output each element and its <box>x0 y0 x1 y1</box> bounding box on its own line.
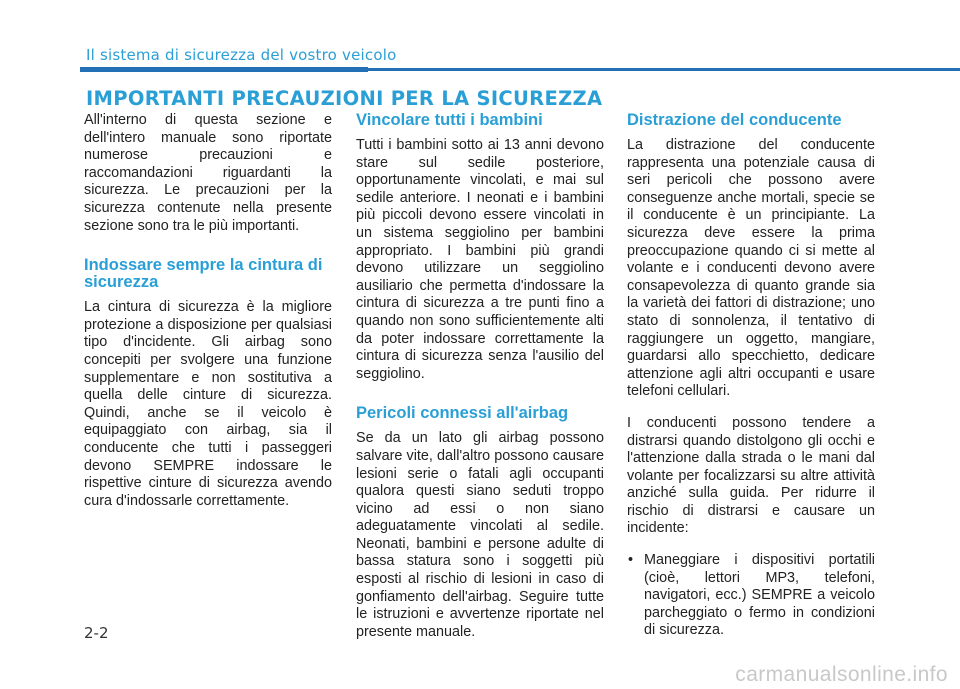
text-column-3 <box>627 112 875 640</box>
section-header-label: Il sistema di sicurezza del vostro veicolo <box>86 46 397 64</box>
seatbelt-paragraph: La cintura di sicurezza è la migliore protezione a disposizione per qualsiasi tipo d'incidente. Gli airbag sono concepiti per svolgere una funzione supplementare e non sostitutiva a quella delle cinture di sicurezza. Quindi, anche se il veicolo è equipaggiato con airbag, sia il conducente che tutti i passeggeri devono SEMPRE indossare le rispettive cinture di sicurezza avendo cura d'indossarle correttamente. <box>84 299 332 509</box>
distraction-paragraph-1: La distrazione del conducente rappresenta una potenziale causa di seri pericoli che possono avere conseguenze anche mortali, specie se il conducente è un principiante. La sicurezza deve essere la prima preoccupazione quando ci si mette al volante e i conducenti devono avere consapevolezza di quanto grande sia la varietà dei fattori di distrazione; uno stato di sonnolenza, il tentativo di raggiungere un oggetto, mangiare, guardarsi allo specchietto, dedicare attenzione agli altri occupanti e usare telefoni cellulari. <box>627 137 875 400</box>
airbag-paragraph: Se da un lato gli airbag possono salvare vite, dall'altro possono causare lesioni serie o fatali agli occupanti qualora questi siano seduti troppo vicino ad essi o non siano adeguatamente vincolati al sedile. Neonati, bambini e persone adulte di bassa statura sono i soggetti più esposti al rischio di lesioni in caso di gonfiamento dell'airbag. Seguire tutte le istruzioni e avvertenze riportate nel presente manuale. <box>356 430 604 640</box>
distraction-paragraph-2: I conducenti possono tendere a distrarsi quando distolgono gli occhi e l'attenzione dalla strada o le mani dal volante per focalizzarsi su altre attività anziché sulla guida. Per ridurre il rischio di distrarsi e causare un incidente: <box>627 414 875 537</box>
distraction-heading: Distrazione del conducente <box>627 111 842 129</box>
children-heading: Vincolare tutti i bambini <box>356 111 543 129</box>
list-item-text: Maneggiare i dispositivi portatili (cioè, lettori MP3, telefoni, navigatori, ecc.) SEMPRE a veicolo parcheggiato o fermo in condizioni di sicurezza. <box>644 552 875 639</box>
header-rule <box>368 68 960 71</box>
page-number: 2-2 <box>84 624 109 642</box>
watermark: carmanualsonline.info <box>735 663 948 686</box>
distraction-bullet-list <box>627 552 875 640</box>
list-item <box>627 552 875 640</box>
children-paragraph: Tutti i bambini sotto ai 13 anni devono stare sul sedile posteriore, opportunamente vincolati, e mai sul sedile anteriore. I neonati e i bambini più piccoli devono essere vincolati in un sistema seggiolino per bambini appropriato. I bambini più grandi devono utilizzare un seggiolino ausiliario che permetta d'indossare la cintura di sicurezza a tre punti fino a quando non sono sufficientemente alti da poter indossare correttamente la cintura di sicurezza senza l'ausilio del seggiolino. <box>356 137 604 382</box>
text-column-2 <box>356 112 604 655</box>
bullet-icon: • <box>628 552 634 569</box>
text-column-1 <box>84 112 332 524</box>
intro-paragraph: All'interno di questa sezione e dell'intero manuale sono riportate numerose precauzioni e raccomandazioni riguardanti la sicurezza. Le precauzioni per la sicurezza contenute nella presente sezione sono tra le più importanti. <box>84 112 332 234</box>
header-rule-accent <box>80 67 368 72</box>
page-title: IMPORTANTI PRECAUZIONI PER LA SICUREZZA <box>86 87 603 110</box>
seatbelt-heading: Indossare sempre la cintura di sicurezza <box>84 256 323 292</box>
airbag-heading: Pericoli connessi all'airbag <box>356 404 569 423</box>
